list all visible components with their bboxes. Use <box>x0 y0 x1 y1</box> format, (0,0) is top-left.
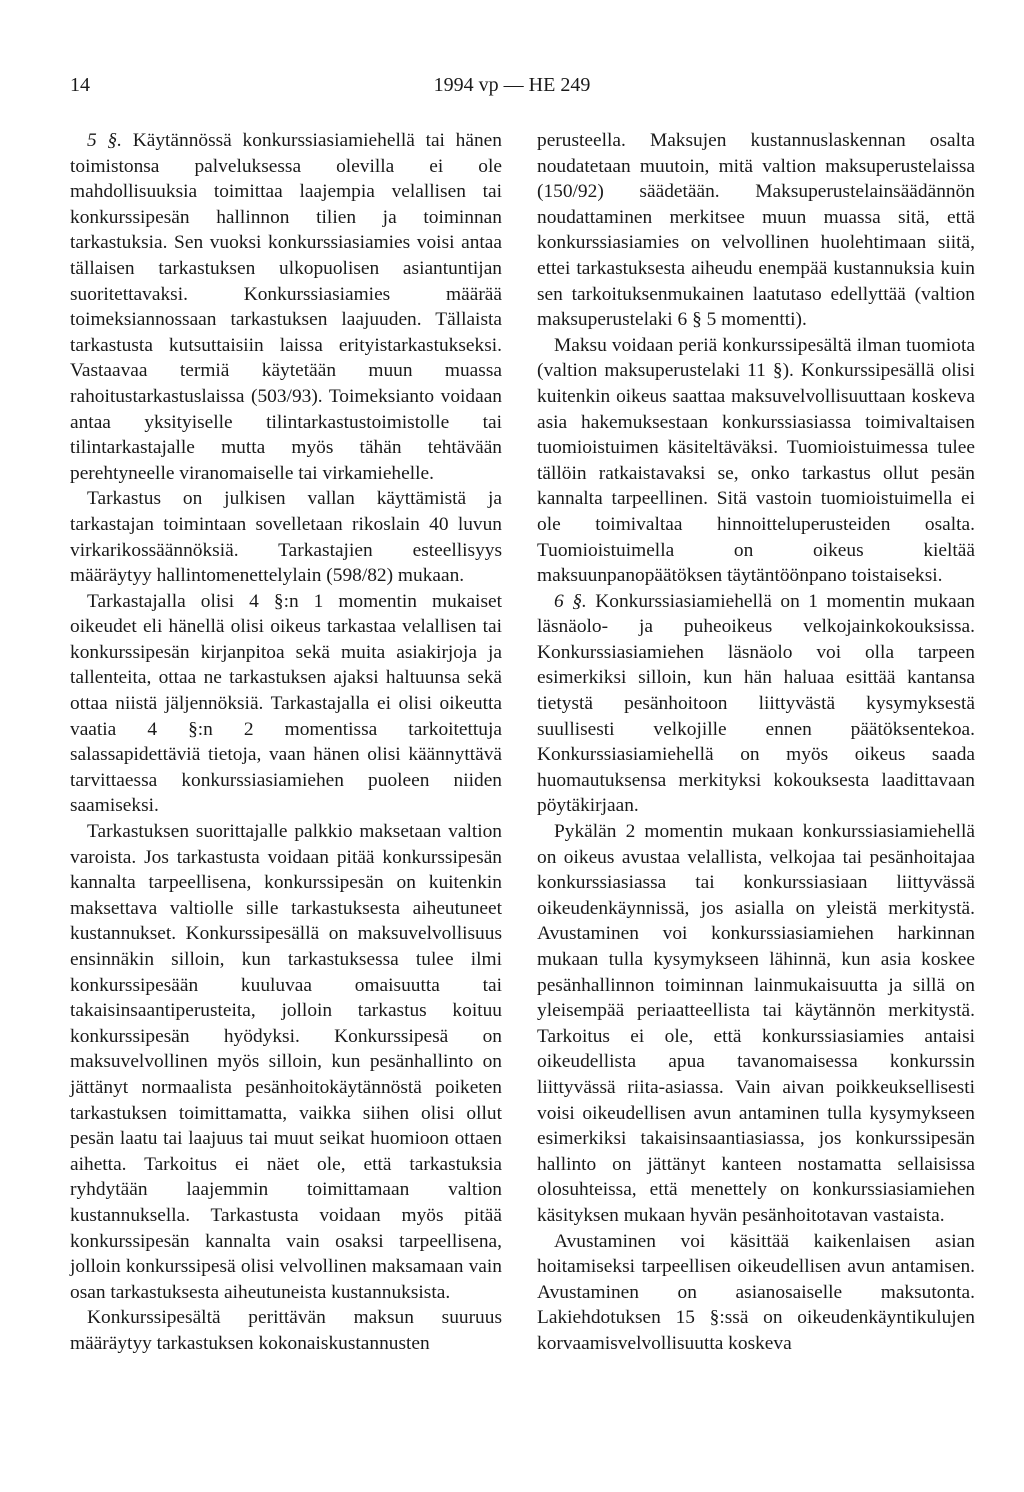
paragraph <box>70 128 502 486</box>
paragraph <box>537 589 975 819</box>
paragraph: Maksu voidaan periä konkurssipesältä ilman tuomiota (valtion maksuperustelaki 11 §). Konkurssipesällä olisi kuitenkin oikeus saattaa maksuvelvollisuuttaan koskeva asia hakemuksestaan konkurssiasiassa toimivaltaisen tuomioistuimen käsiteltäväksi. Tuomioistuimessa tulee tällöin ratkaistavaksi se, onko tarkastus ollut pesän kannalta tarpeellinen. Sitä vastoin tuomioistuimella ei ole toimivaltaa hinnoitteluperusteiden osalta. Tuomioistuimella on oikeus kieltää maksuunpanopäätöksen täytäntöönpano toistaiseksi. <box>537 334 975 587</box>
section-marker: 5 §. <box>87 130 122 151</box>
page-number: 14 <box>70 74 90 96</box>
page-header-title: 1994 vp — HE 249 <box>433 74 591 96</box>
paragraph: Tarkastuksen suorittajalle palkkio maksetaan valtion varoista. Jos tarkastusta voidaan pitää konkurssipesän kannalta tarpeellisena, konkurssipesän on kuitenkin maksettava valtiolle sille tarkastuksesta aiheutuneet kustannukset. Konkurssipesällä on maksuvelvollisuus ensinnäkin silloin, kun tarkastuksessa tulee ilmi konkurssipesään kuuluvaa omaisuutta tai takaisinsaantiperusteita, jolloin tarkastus koituu konkurssipesän hyödyksi. Konkurssipesä on maksuvelvollinen myös silloin, kun pesänhallinto on jättänyt normaalista pesänhoitokäytännöstä poiketen tarkastuksen toimittamatta, vaikka siihen olisi ollut pesän laatu tai laajuus tai muut seikat huomioon ottaen aihetta. Tarkoitus ei näet ole, että tarkastuksia ryhdytään laajemmin toimittamaan valtion kustannuksella. Tarkastusta voidaan myös pitää konkurssipesän kannalta vain osaksi tarpeellisena, jolloin konkurssipesä olisi velvollinen maksamaan vain osan tarkastuksesta aiheutuneista kustannuksista. <box>70 821 502 1303</box>
paragraph: Konkurssipesältä perittävän maksun suuruus määräytyy tarkastuksen kokonaiskustannusten <box>70 1307 502 1354</box>
paragraph: Avustaminen voi käsittää kaikenlaisen asian hoitamiseksi tarpeellisen oikeudellisen avun antamisen. Avustaminen on asianosaiselle maksutonta. Lakiehdotuksen 15 §:ssä on oikeudenkäyntikulujen korvaamisvelvollisuutta koskeva <box>537 1230 975 1354</box>
right-column <box>537 128 975 1357</box>
section-marker: 6 §. <box>554 590 587 612</box>
paragraph-text: Konkurssiasiamiehellä on 1 momentin mukaan läsnäolo- ja puheoikeus velkojainkokouksissa. Konkurssiasiamiehen läsnäolo voi olla tarpeen esimerkiksi silloin, kun hän haluaa esittää kantansa tietystä pesänhoitoon liittyvästä kysymyksestä suullisesti velkojille ennen päätöksentekoa. Konkurssiasiamiehellä on myös oikeus saada huomautuksensa merkityksi kokouksesta laadittavaan pöytäkirjaan. <box>537 590 975 817</box>
paragraph: Pykälän 2 momentin mukaan konkurssiasiamiehellä on oikeus avustaa velallista, velkojaa tai pesänhoitajaa konkurssiasiassa tai konkurssiasiaan liittyvässä oikeudenkäynnissä, jos asialla on yleistä merkitystä. Avustaminen voi konkurssiasiamiehen harkinnan mukaan tulla kysymykseen lähinnä, kun asia koskee pesänhallinnon toiminnan lainmukaisuutta ja sillä on yleisempää periaatteellista tai käytännön merkitystä. Tarkoitus ei ole, että konkurssiasiamies antaisi oikeudellista apua tavanomaisessa konkurssin liittyvässä riita-asiassa. Vain aivan poikkeuksellisesti voisi oikeudellisen avun antaminen tulla kysymykseen esimerkiksi takaisinsaantiasiassa, jos konkurssipesän hallinto on jättänyt kanteen nostamatta sellaisissa olosuhteissa, että menettely on konkurssiasiamiehen käsityksen mukaan hyvän pesänhoitotavan vastaista. <box>537 821 975 1226</box>
paragraph: Tarkastajalla olisi 4 §:n 1 momentin mukaiset oikeudet eli hänellä olisi oikeus tarkastaa velallisen tai konkurssipesän kirjanpitoa sekä muita asiakirjoja ja tallenteita, ottaa ne tarkastuksen ajaksi haltuunsa sekä ottaa niistä jäljennöksiä. Tarkastajalla ei olisi oikeutta vaatia 4 §:n 2 momentissa tarkoitettuja salassapidettäviä tietoja, vaan hänen olisi käännyttävä tarvittaessa konkurssiasiamiehen puoleen niiden saamiseksi. <box>70 590 502 817</box>
paragraph-text: Käytännössä konkurssiasiamiehellä tai hänen toimistonsa palveluksessa olevilla ei ole mahdollisuuksia toimittaa laajempia velallisen tai konkurssipesän hallinnon tilien ja toiminnan tarkastuksia. Sen vuoksi konkurssiasiamies voisi antaa tällaisen tarkastuksen ulkopuolisen asiantuntijan suoritettavaksi. Konkurssiasiamies määrää toimeksiannossaan tarkastuksen laajuuden. Tällaista tarkastusta kutsuttaisiin laissa erityistarkastukseksi. Vastaavaa termiä käytetään muun muassa rahoitustarkastuslaissa (503/93). Toimeksianto voidaan antaa yksityiselle tilintarkastustoimistolle tai tilintarkastajalle mutta myös tähän tehtävään perehtyneelle viranomaiselle tai virkamiehelle. <box>70 130 502 484</box>
paragraph: Tarkastus on julkisen vallan käyttämistä ja tarkastajan toimintaan sovelletaan rikoslain 40 luvun virkarikossäännöksiä. Tarkastajien esteellisyys määräytyy hallintomenettelylain (598/82) mukaan. <box>70 488 502 587</box>
paragraph: perusteella. Maksujen kustannuslaskennan osalta noudatetaan muutoin, mitä valtion maksuperustelaissa (150/92) säädetään. Maksuperustelainsäädännön noudattaminen merkitsee muun muassa sitä, että konkurssiasiamies on velvollinen huolehtimaan siitä, ettei tarkastuksesta aiheudu enempää kustannuksia kuin sen tarkoituksenmukainen laatutaso edellyttää (valtion maksuperustelaki 6 § 5 momentti). <box>537 130 975 331</box>
left-column <box>70 128 502 1357</box>
